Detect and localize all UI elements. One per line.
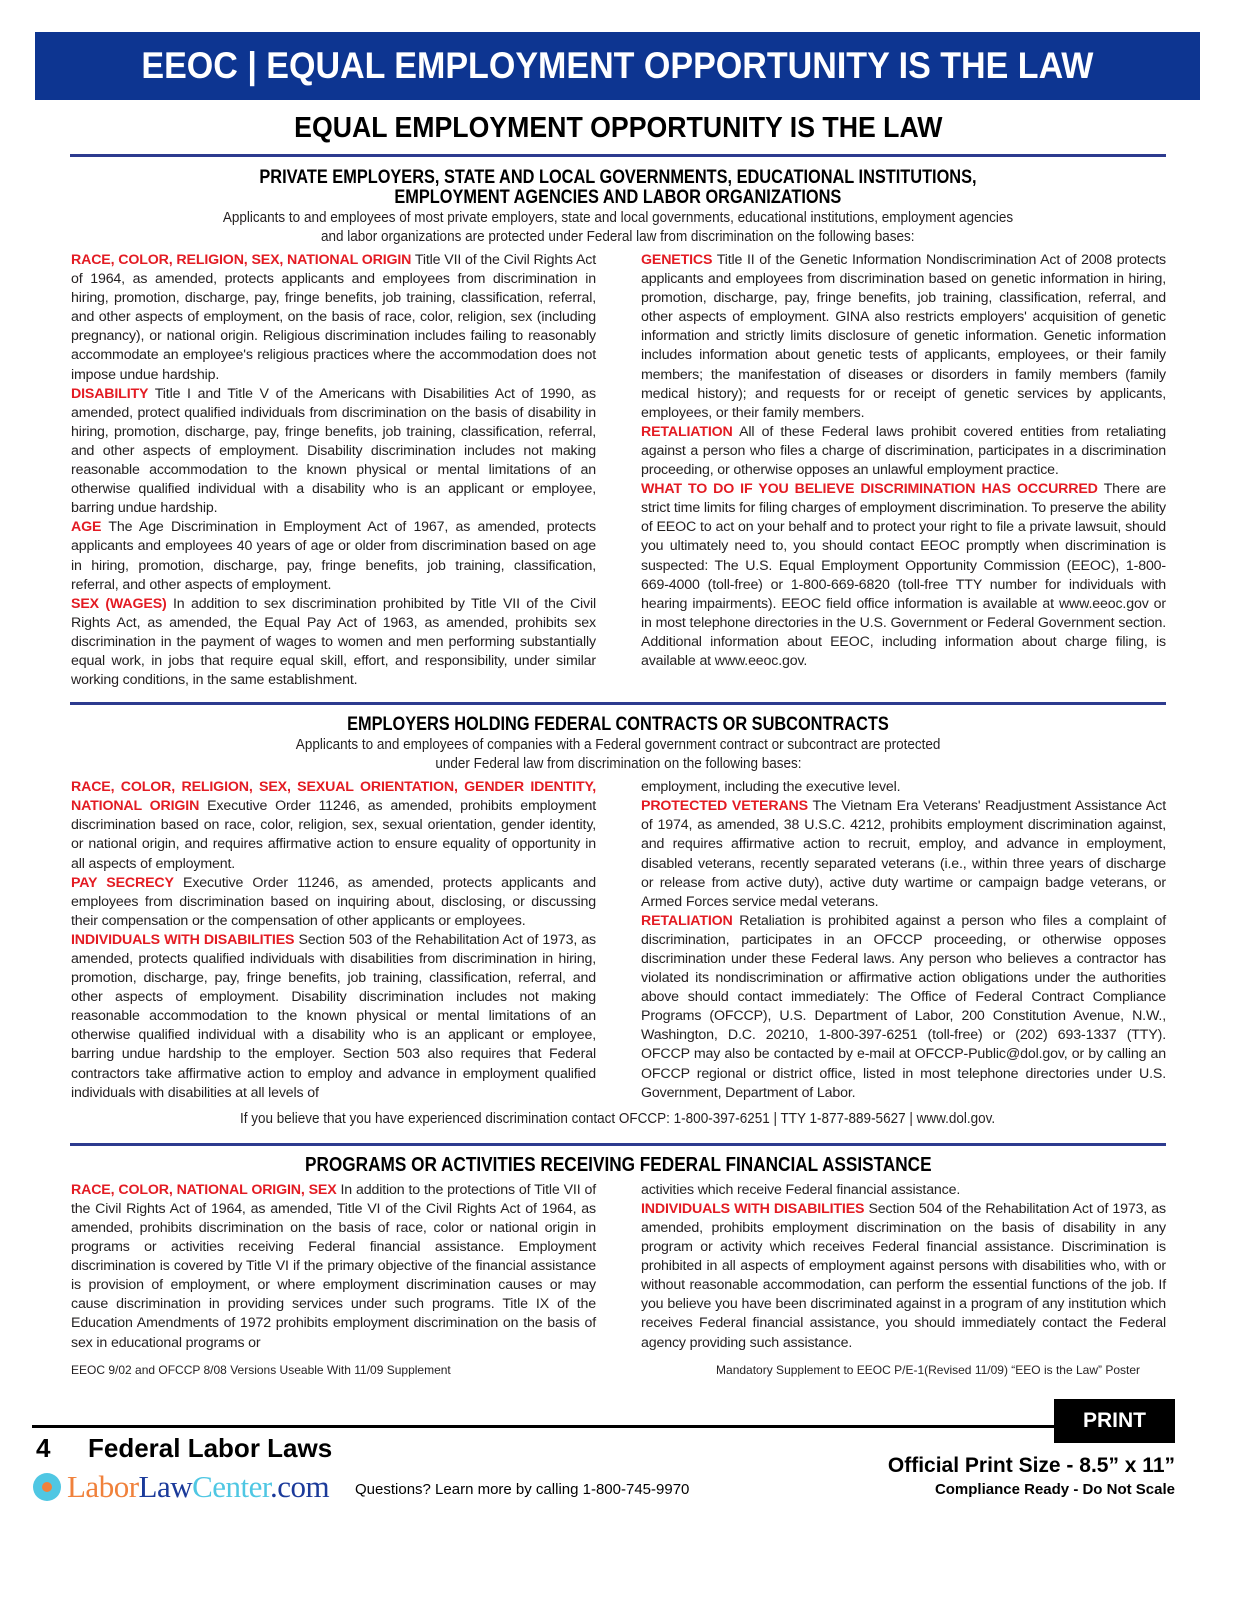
header-banner xyxy=(35,32,1200,100)
paragraph: RACE, COLOR, RELIGION, SEX, NATIONAL ORIGIN Title VII of the Civil Rights Act of 1964, as amended, protects applicants and employees from discrimination in hiring, promotion, discharge, pay, fringe benefits, job training, classification, referral, and other aspects of employment, on the basis of race, color, religion, sex (including pregnancy), or national origin. Religious discrimination includes failing to reasonably accommodate an employee's religious practices where the accommodation does not impose undue hardship. xyxy=(71,252,596,383)
logo-circle-icon xyxy=(33,1473,61,1501)
paragraph: GENETICS Title II of the Genetic Information Nondiscrimination Act of 2008 protects applicants and employees from discrimination based on genetic information in hiring, promotion, discharge, pay, fringe benefits, job training, classification, referral, and other aspects of employment. GINA also restricts employers' acquisition of genetic information and strictly limits disclosure of genetic information. Genetic information includes information about genetic tests of applicants, employees, or their family members; the manifestation of diseases or disorders in family members (family medical history); and requests for or receipt of genetic services by applicants, employees, or their family members. xyxy=(641,252,1166,421)
footer-title: Federal Labor Laws xyxy=(88,1432,333,1463)
footer-divider xyxy=(32,1425,1054,1428)
section3-columns xyxy=(70,1181,1166,1353)
version-note: EEOC 9/02 and OFCCP 8/08 Versions Useable With 11/09 Supplement xyxy=(71,1362,451,1377)
divider xyxy=(70,702,1166,705)
paragraph: RACE, COLOR, NATIONAL ORIGIN, SEX In addition to the protections of Title VII of the Civil Rights Act of 1964, as amended, Title VI of the Civil Rights Act of 1964, as amended, prohibits discrimination on the basis of race, color or national origin in programs or activities receiving Federal financial assistance. Employment discrimination is covered by Title VI if the primary objective of the financial assistance is provision of employment, or where employment discrimination causes or may cause discrimination in providing services under such programs. Title IX of the Education Amendments of 1972 prohibits employment discrimination on the basis of sex in educational programs or xyxy=(71,1181,596,1351)
paragraph: INDIVIDUALS WITH DISABILITIES Section 503 of the Rehabilitation Act of 1973, as amended, protects qualified individuals with disabilities from discrimination in hiring, promotion, discharge, pay, fringe benefits, job training, classification, referral, and other aspects of employment. Disability discrimination includes not making reasonable accommodation to the known physical or mental limitations of an otherwise qualified individual with a disability who is an applicant or employee, barring undue hardship to the employer. Section 503 also requires that Federal contractors take affirmative action to employ and advance in employment qualified individuals with disabilities at all levels of xyxy=(71,931,596,1101)
poster-content xyxy=(70,110,1166,1377)
divider xyxy=(70,154,1166,157)
section2-left-column xyxy=(71,778,596,1103)
paragraph: RETALIATION Retaliation is prohibited against a person who files a complaint of discrimination, participates in an OFCCP proceeding, or otherwise opposes discrimination under these Federal laws. Any person who believes a contractor has violated its nondiscrimination or affirmative action obligations under the authorities above should contact immediately: The Office of Federal Contract Compliance Programs (OFCCP), U.S. Department of Labor, 200 Constitution Avenue, N.W., Washington, D.C. 20210, 1-800-397-6251 (toll-free) or (202) 693-1337 (TTY). OFCCP may also be contacted by e-mail at OFCCP-Public@dol.gov, or by calling an OFCCP regional or district office, listed in most telephone directories under U.S. Government, Department of Labor. xyxy=(641,912,1166,1101)
section1-left-column xyxy=(71,251,596,690)
paragraph: WHAT TO DO IF YOU BELIEVE DISCRIMINATION HAS OCCURRED There are strict time limits for filing charges of employment discrimination. To preserve the ability of EEOC to act on your behalf and to protect your right to file a private lawsuit, should you ultimately need to, you should contact EEOC promptly when discrimination is suspected: The U.S. Equal Employment Opportunity Commission (EEOC), 1-800-669-4000 (toll-free) or 1-800-669-6820 (toll-free TTY number for individuals with hearing impairments). EEOC field office information is available at www.eeoc.gov or in most telephone directories in the U.S. Government or Federal Government section. Additional information about EEOC, including information about charge filing, is available at www.eeoc.gov. xyxy=(641,481,1166,669)
section3-left-column xyxy=(71,1181,596,1353)
paragraph: INDIVIDUALS WITH DISABILITIES Section 504 of the Rehabilitation Act of 1973, as amended, prohibits employment discrimination on the basis of disability in any program or activity which receives Federal financial assistance. Discrimination is prohibited in all aspects of employment against persons with disabilities who, with or without reasonable accommodation, can perform the essential functions of the job. If you believe you have been discriminated against in a program of any institution which receives Federal financial assistance, you should immediately contact the Federal agency providing such assistance. xyxy=(641,1200,1166,1351)
official-print-size: Official Print Size - 8.5” x 11” xyxy=(887,1453,1175,1477)
paragraph: RETALIATION All of these Federal laws prohibit covered entities from retaliating against a person who files a charge of discrimination, participates in a discrimination proceeding, or otherwise opposes an unlawful employment practice. xyxy=(641,423,1166,479)
ofccp-contact-line: If you believe that you have experienced discrimination contact OFCCP: 1-800-397-6251 | TTY 1-877-889-5627 | www.dol.gov. xyxy=(240,1109,996,1127)
laborlawcenter-logo[interactable] xyxy=(33,1469,329,1505)
paragraph: SEX (WAGES) In addition to sex discrimination prohibited by Title VII of the Civil Rights Act, as amended, the Equal Pay Act of 1963, as amended, prohibits sex discrimination in the payment of wages to women and men performing substantially equal work, in jobs that require equal skill, effort, and responsibility, under similar working conditions, in the same establishment. xyxy=(71,595,596,689)
section-heading-federal-assistance: PROGRAMS OR ACTIVITIES RECEIVING FEDERAL FINANCIAL ASSISTANCE xyxy=(304,1153,932,1176)
compliance-note: Compliance Ready - Do Not Scale xyxy=(934,1480,1175,1498)
section-heading-federal-contracts: EMPLOYERS HOLDING FEDERAL CONTRACTS OR SUBCONTRACTS xyxy=(347,714,889,736)
banner-title: EEOC | EQUAL EMPLOYMENT OPPORTUNITY IS THE LAW xyxy=(141,45,1094,86)
divider xyxy=(70,1143,1166,1146)
print-button[interactable]: PRINT xyxy=(1054,1399,1175,1443)
section-heading-private-employers: PRIVATE EMPLOYERS, STATE AND LOCAL GOVERNMENTS, EDUCATIONAL INSTITUTIONS, EMPLOYMENT AGENCIES AND LABOR ORGANIZATIONS xyxy=(259,167,977,208)
section-intro: Applicants to and employees of companies with a Federal government contract or subcontract are protected under Federal law from discrimination on the following bases: xyxy=(295,736,941,773)
section2-columns xyxy=(70,778,1166,1103)
paragraph: employment, including the executive level. xyxy=(641,779,901,796)
page-number: 4 xyxy=(36,1432,51,1463)
page-title: EQUAL EMPLOYMENT OPPORTUNITY IS THE LAW xyxy=(293,112,943,144)
paragraph: AGE The Age Discrimination in Employment Act of 1967, as amended, protects applicants and employees 40 years of age or older from discrimination based on age in hiring, promotion, discharge, pay, fringe benefits, job training, classification, referral, and other aspects of employment. xyxy=(71,519,596,593)
paragraph: PAY SECRECY Executive Order 11246, as amended, protects applicants and employees from discrimination based on inquiring about, disclosing, or discussing their compensation or the compensation of other applicants or employees. xyxy=(71,874,596,929)
section1-columns xyxy=(70,251,1166,690)
section1-right-column xyxy=(641,251,1166,690)
paragraph: activities which receive Federal financial assistance. xyxy=(641,1181,961,1198)
section-intro: Applicants to and employees of most private employers, state and local governments, educational institutions, employment agencies and labor organizations are protected under Federal law from discrimination on the following bases: xyxy=(222,209,1014,245)
supplement-note: Mandatory Supplement to EEOC P/E-1(Revised 11/09) “EEO is the Law” Poster xyxy=(716,1362,1140,1377)
paragraph: DISABILITY Title I and Title V of the Americans with Disabilities Act of 1990, as amended, protect qualified individuals from discrimination on the basis of disability in hiring, promotion, discharge, pay, fringe benefits, job training, classification, referral, and other aspects of employment. Disability discrimination includes not making reasonable accommodation to the known physical or mental limitations of an otherwise qualified individual with a disability who is an applicant or employee, barring undue hardship. xyxy=(71,385,596,517)
footnotes xyxy=(70,1363,1166,1377)
page-footer xyxy=(0,1399,1236,1549)
paragraph: PROTECTED VETERANS The Vietnam Era Veterans' Readjustment Assistance Act of 1974, as amended, 38 U.S.C. 4212, prohibits employment discrimination against, and requires affirmative action to recruit, employ, and advance in employment, disabled veterans, recently separated veterans (i.e., within three years of discharge or release from active duty), active duty wartime or campaign badge veterans, or Armed Forces service medal veterans. xyxy=(641,798,1166,910)
logo-text: LaborLawCenter.com xyxy=(67,1468,330,1504)
section3-right-column xyxy=(641,1181,1166,1353)
section2-right-column xyxy=(641,778,1166,1103)
questions-phone: Questions? Learn more by calling 1-800-745-9970 xyxy=(355,1480,690,1498)
paragraph: RACE, COLOR, RELIGION, SEX, SEXUAL ORIENTATION, GENDER IDENTITY, NATIONAL ORIGIN Executive Order 11246, as amended, prohibits employment discrimination based on race, color, religion, sex, sexual orientation, gender identity, or national origin, and requires affirmative action to ensure equality of opportunity in all aspects of employment. xyxy=(71,779,597,872)
